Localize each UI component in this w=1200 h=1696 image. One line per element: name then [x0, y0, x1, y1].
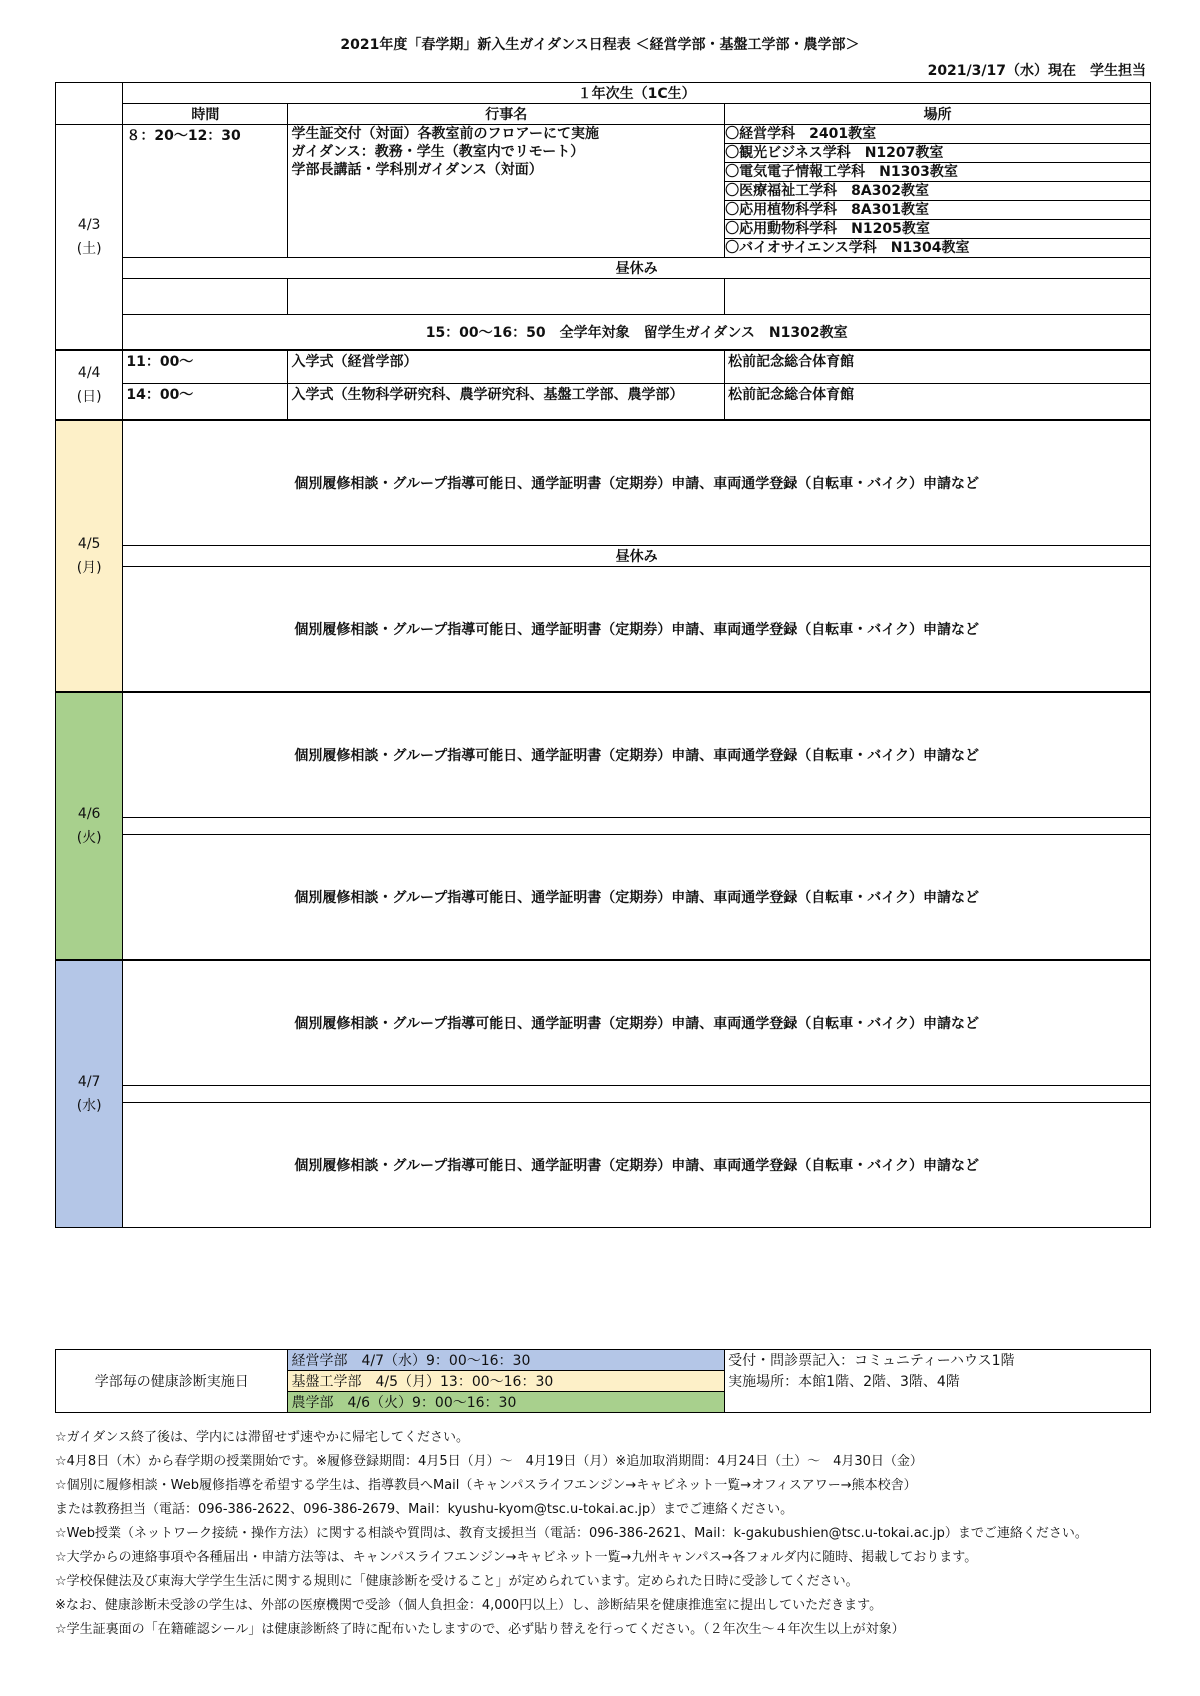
date-4-7: 4/7 (水) — [56, 960, 123, 1228]
place-item: 〇応用植物科学科 8A301教室 — [725, 200, 1151, 219]
health-info-location: 実施場所：本館1階、2階、3階、4階 — [725, 1371, 1151, 1392]
event-ceremony-2: 入学式（生物科学研究科、農学研究科、基盤工学部、農学部） — [288, 384, 725, 420]
health-info-reception: 受付・問診票記入：コミュニティーハウス1階 — [725, 1350, 1151, 1371]
health-label: 学部毎の健康診断実施日 — [56, 1350, 288, 1413]
empty-cell — [725, 1392, 1151, 1413]
place-item: 〇医療福祉工学科 8A302教室 — [725, 181, 1151, 200]
col-event-header: 行事名 — [288, 104, 725, 125]
page-title: 2021年度「春学期」新入生ガイダンス日程表 ＜経営学部・基盤工学部・農学部＞ — [340, 37, 860, 53]
consult-pm-4-5: 個別履修相談・グループ指導可能日、通学証明書（定期券）申請、車両通学登録（自転車・バイク）申請など — [123, 567, 1151, 692]
notes-list — [55, 1426, 1155, 1642]
event-ceremony-1: 入学式（経営学部） — [288, 350, 725, 384]
note-item: ☆学生証裏面の「在籍確認シール」は健康診断終了時に配布いたしますので、必ず貼り替えを行ってください。（２年次生～４年次生以上が対象） — [55, 1622, 905, 1637]
col-place-header: 場所 — [725, 104, 1151, 125]
intl-guidance: 15：00～16：50 全学年対象 留学生ガイダンス N1302教室 — [123, 315, 1151, 350]
col-time-header: 時間 — [123, 104, 288, 125]
note-item: ☆個別に履修相談・Web履修指導を希望する学生は、指導教員へMail（キャンパスライフエンジン→キャビネット一覧→オフィスアワー→熊本校舎） — [55, 1478, 917, 1493]
date-4-4: 4/4 (日) — [56, 350, 123, 420]
place-item: 〇応用動物科学科 N1205教室 — [725, 219, 1151, 238]
note-item: ☆4月8日（木）から春学期の授業開始です。※履修登録期間：4月5日（月）～ 4月19日（月）※追加取消期間：4月24日（土）～ 4月30日（金） — [55, 1454, 923, 1469]
as-of-date: 2021/3/17（水）現在 学生担当 — [927, 63, 1146, 79]
schedule-table — [55, 82, 1151, 1228]
date-4-6: 4/6 (火) — [56, 692, 123, 960]
note-item: ※なお、健康診断未受診の学生は、外部の医療機関で受診（個人負担金：4,000円以上）し、診断結果を健康推進室に提出していただきます。 — [55, 1598, 883, 1613]
lunch-break: 昼休み — [123, 546, 1151, 567]
place-item: 〇観光ビジネス学科 N1207教室 — [725, 143, 1151, 162]
date-4-3: 4/3 (土) — [56, 125, 123, 350]
grade-header: １年次生（1C生） — [123, 83, 1151, 104]
consult-am-4-5: 個別履修相談・グループ指導可能日、通学証明書（定期券）申請、車両通学登録（自転車・バイク）申請など — [123, 420, 1151, 546]
note-item: ☆大学からの連絡事項や各種届出・申請方法等は、キャンパスライフエンジン→キャビネット一覧→九州キャンパス→各フォルダ内に随時、掲載しております。 — [55, 1550, 978, 1565]
empty-cell — [123, 818, 1151, 835]
lunch-break: 昼休み — [123, 258, 1151, 279]
note-item: または教務担当（電話：096-386-2622、096-386-2679、Mail：kyushu-kyom@tsc.u-tokai.ac.jp）までご連絡ください。 — [55, 1502, 794, 1517]
note-item: ☆ガイダンス終了後は、学内には滞留せず速やかに帰宅してください。 — [55, 1430, 470, 1445]
health-row-business: 経営学部 4/7（水）9：00～16：30 — [288, 1350, 725, 1371]
time-ceremony-2: 14：00～ — [123, 384, 288, 420]
consult-am-4-7: 個別履修相談・グループ指導可能日、通学証明書（定期券）申請、車両通学登録（自転車・バイク）申請など — [123, 960, 1151, 1086]
place-item: 〇経営学科 2401教室 — [725, 126, 877, 142]
places-4-3 — [725, 125, 1151, 258]
health-row-engineering: 基盤工学部 4/5（月）13：00～16：30 — [288, 1371, 725, 1392]
note-item: ☆Web授業（ネットワーク接続・操作方法）に関する相談や質問は、教育支援担当（電話：096-386-2621、Mail：k-gakubushien@tsc.u-tokai.ac.jp）までご連絡ください。 — [55, 1526, 1088, 1541]
consult-pm-4-6: 個別履修相談・グループ指導可能日、通学証明書（定期券）申請、車両通学登録（自転車・バイク）申請など — [123, 835, 1151, 960]
place-ceremony-1: 松前記念総合体育館 — [725, 350, 1151, 384]
empty-cell — [123, 1086, 1151, 1103]
place-item: 〇バイオサイエンス学科 N1304教室 — [725, 238, 1151, 257]
empty-cell — [725, 279, 1151, 315]
time-4-3: ８：20～12：30 — [123, 125, 288, 258]
health-row-agriculture: 農学部 4/6（火）9：00～16：30 — [288, 1392, 725, 1413]
health-check-table — [55, 1349, 1151, 1413]
events-4-3: 学生証交付（対面）各教室前のフロアーにて実施 ガイダンス：教務・学生（教室内でリモート） 学部長講話・学科別ガイダンス（対面） — [288, 125, 725, 258]
place-item: 〇電気電子情報工学科 N1303教室 — [725, 162, 1151, 181]
note-item: ☆学校保健法及び東海大学学生生活に関する規則に「健康診断を受けること」が定められています。定められた日時に受診してください。 — [55, 1574, 859, 1589]
consult-pm-4-7: 個別履修相談・グループ指導可能日、通学証明書（定期券）申請、車両通学登録（自転車・バイク）申請など — [123, 1103, 1151, 1228]
empty-cell — [123, 279, 288, 315]
time-ceremony-1: 11：00～ — [123, 350, 288, 384]
date-4-5: 4/5 (月) — [56, 420, 123, 692]
place-ceremony-2: 松前記念総合体育館 — [725, 384, 1151, 420]
consult-am-4-6: 個別履修相談・グループ指導可能日、通学証明書（定期券）申請、車両通学登録（自転車・バイク）申請など — [123, 692, 1151, 818]
corner-cell — [56, 83, 123, 125]
empty-cell — [288, 279, 725, 315]
